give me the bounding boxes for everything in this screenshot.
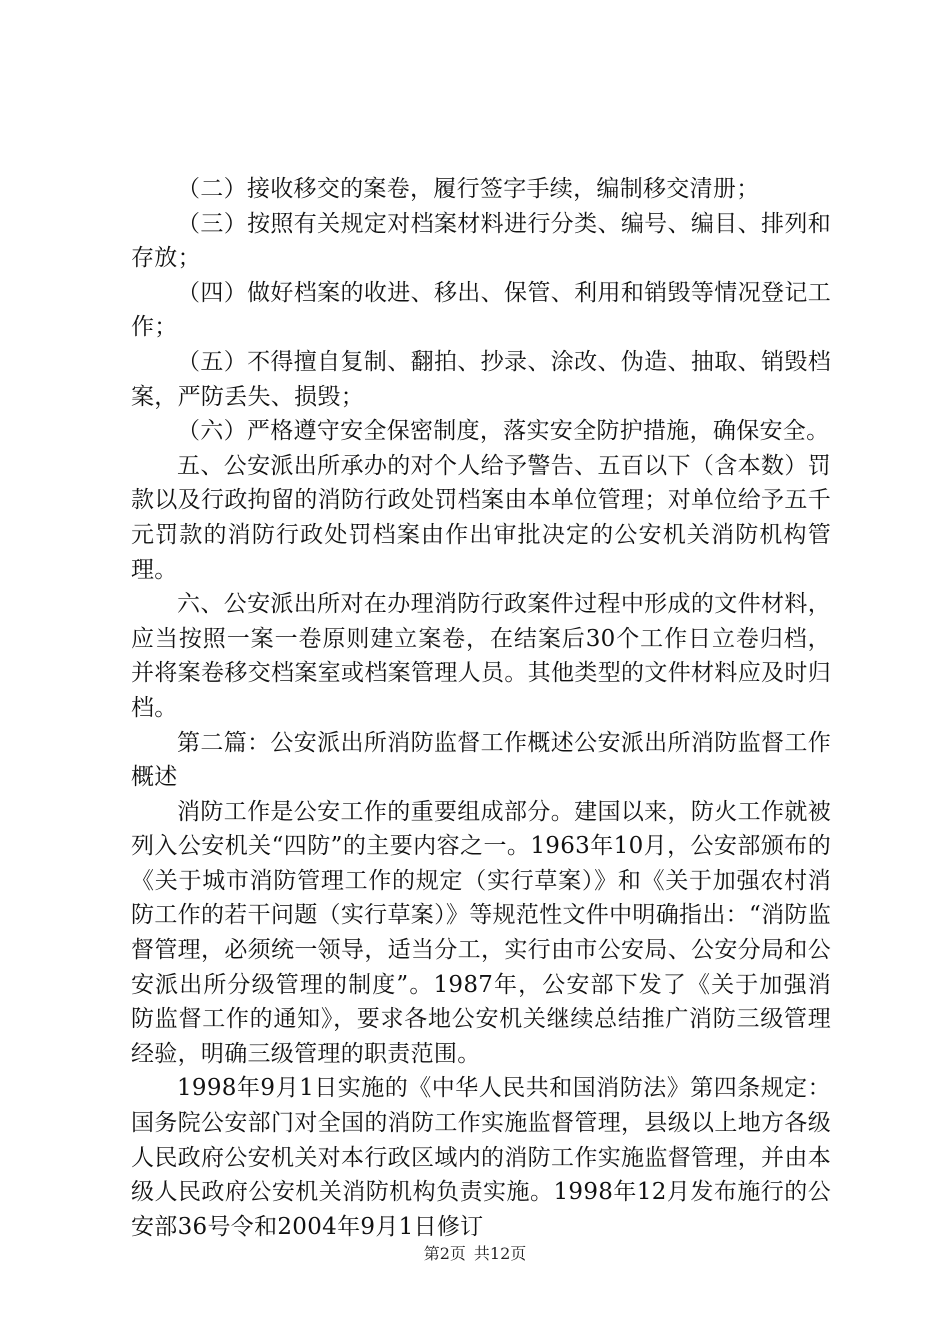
paragraph-item-6: （六）严格遵守安全保密制度，落实安全防护措施，确保安全。 xyxy=(177,418,830,445)
paragraph-section-6: 六、公安派出所对在办理消防行政案件过程中形成的文件材料，应当按照一案一卷原则建立案卷，在结案后30个工作日立卷归档，并将案卷移交档案室或档案管理人员。其他类型的文件材料应及时归档。 xyxy=(131,591,831,721)
chapter-heading: 第二篇：公安派出所消防监督工作概述公安派出所消防监督工作概述 xyxy=(131,729,831,791)
paragraph-history: 消防工作是公安工作的重要组成部分。建国以来，防火工作就被列入公安机关“四防”的主要内容之一。1963年10月，公安部颁布的《关于城市消防管理工作的规定（实行草案）》和《关于加强农村消防工作的若干问题（实行草案）》等规范性文件中明确指出：“消防监督管理，必须统一领导，适当分工，实行由市公安局、公安分局和公安派出所分级管理的制度”。1987年，公安部下发了《关于加强消防监督工作的通知》，要求各地公安机关继续总结推广消防三级管理经验，明确三级管理的职责范围。 xyxy=(131,798,831,1067)
document-body xyxy=(131,172,831,1244)
paragraph-item-3: （三）按照有关规定对档案材料进行分类、编号、编目、排列和存放； xyxy=(131,210,831,272)
paragraph-item-2: （二）接收移交的案卷，履行签字手续，编制移交清册； xyxy=(177,176,760,202)
paragraph-item-4: （四）做好档案的收进、移出、保管、利用和销毁等情况登记工作； xyxy=(131,279,831,341)
paragraph-item-5: （五）不得擅自复制、翻拍、抄录、涂改、伪造、抽取、销毁档案，严防丢失、损毁； xyxy=(131,348,831,410)
paragraph-law: 1998年9月1日实施的《中华人民共和国消防法》第四条规定：国务院公安部门对全国的消防工作实施监督管理，县级以上地方各级人民政府公安机关对本行政区域内的消防工作实施监督管理，并由本级人民政府公安机关消防机构负责实施。1998年12月发布施行的公安部36号令和2004年9月1日修订 xyxy=(131,1075,831,1240)
page-footer xyxy=(0,1244,950,1264)
paragraph-section-5: 五、公安派出所承办的对个人给予警告、五百以下（含本数）罚款以及行政拘留的消防行政处罚档案由本单位管理；对单位给予五千元罚款的消防行政处罚档案由作出审批决定的公安机关消防机构管理。 xyxy=(131,452,831,583)
page-number: 第2页 xyxy=(423,1244,466,1263)
page-total: 共12页 xyxy=(473,1244,527,1263)
